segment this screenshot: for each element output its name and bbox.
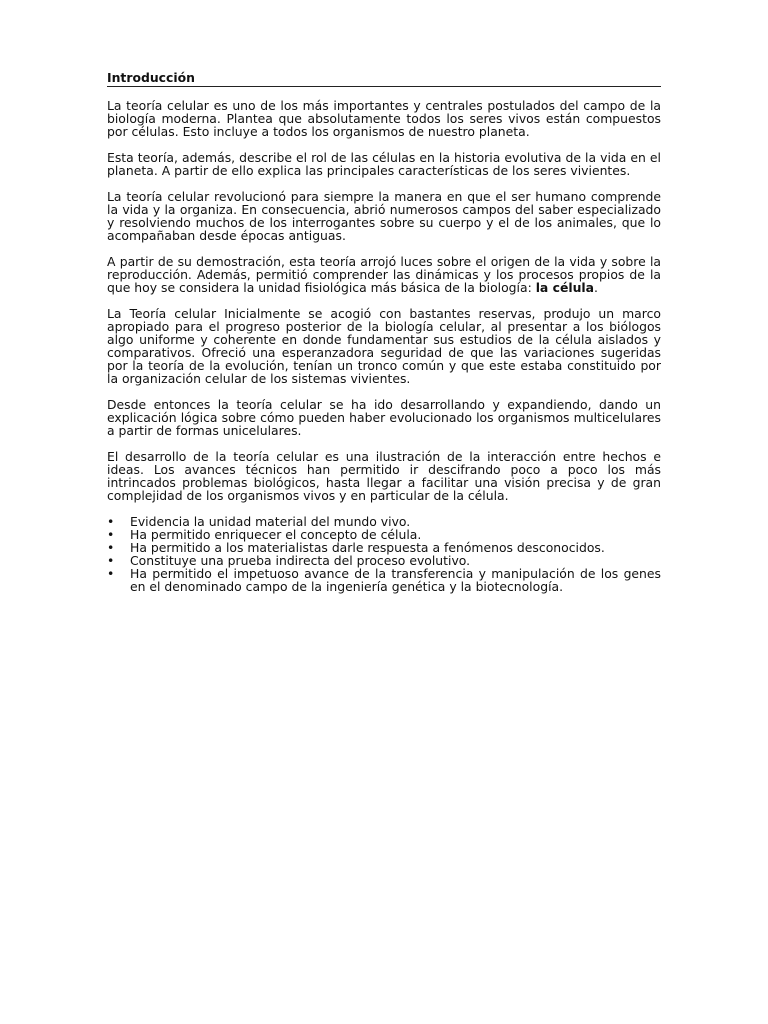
bullet-icon: • xyxy=(107,566,115,581)
paragraph-4-bold-term: la célula xyxy=(535,280,595,295)
paragraph-5: La Teoría celular Inicialmente se acogió con bastantes reservas, produjo un marco apropiado para el progreso posterior de la biología celular, al presentar a los biólogos algo uniforme y coherente en donde fundamentar sus estudios de la célula aislados y comparativos. Ofreció una esperanzadora seguridad de que las variaciones sugeridas por la teoría de la evolución, tenían un tronco común y que este estaba constituido por la organización celular de los sistemas vivientes. xyxy=(107,306,661,386)
list-item-text: Ha permitido el impetuoso avance de la transferencia y manipulación de los genes en el denominado campo de la ingeniería genética y la biotecnología. xyxy=(130,566,661,594)
bullet-list xyxy=(107,515,661,593)
bullet-icon: • xyxy=(107,540,115,555)
paragraph-6: Desde entonces la teoría celular se ha ido desarrollando y expandiendo, dando un explicación lógica sobre cómo pueden haber evolucionado los organismos multicelulares a partir de formas unicelulares. xyxy=(107,397,661,438)
list-item-text: Constituye una prueba indirecta del proceso evolutivo. xyxy=(130,553,471,568)
paragraph-4-text: A partir de su demostración, esta teoría arrojó luces sobre el origen de la vida y sobre la reproducción. Además, permitió comprender las dinámicas y los procesos propios de la que hoy se considera la unidad fisiológica más básica de la biología: xyxy=(107,254,661,295)
list-item xyxy=(107,567,661,593)
list-item-text: Ha permitido enriquecer el concepto de célula. xyxy=(130,527,422,542)
paragraph-7: El desarrollo de la teoría celular es una ilustración de la interacción entre hechos e ideas. Los avances técnicos han permitido ir descifrando poco a poco los más intrincados problemas biológicos, hasta llegar a facilitar una visión precisa y de gran complejidad de los organismos vivos y en particular de la célula. xyxy=(107,449,661,503)
paragraph-3: La teoría celular revolucionó para siempre la manera en que el ser humano comprende la vida y la organiza. En consecuencia, abrió numerosos campos del saber especializado y resolviendo muchos de los interrogantes sobre su cuerpo y el de los animales, que lo acompañaban desde épocas antiguas. xyxy=(107,189,661,243)
paragraph-4-end: . xyxy=(594,280,598,295)
bullet-icon: • xyxy=(107,514,115,529)
paragraph-2: Esta teoría, además, describe el rol de las células en la historia evolutiva de la vida en el planeta. A partir de ello explica las principales características de los seres vivientes. xyxy=(107,150,661,178)
list-item-text: Evidencia la unidad material del mundo vivo. xyxy=(130,514,411,529)
document-page xyxy=(107,70,661,593)
bullet-icon: • xyxy=(107,527,115,542)
bullet-icon: • xyxy=(107,553,115,568)
paragraph-4 xyxy=(107,255,661,294)
document-title: Introducción xyxy=(107,70,661,87)
paragraph-1: La teoría celular es uno de los más importantes y centrales postulados del campo de la biología moderna. Plantea que absolutamente todos los seres vivos están compuestos por células. Esto incluye a todos los organismos de nuestro planeta. xyxy=(107,98,661,139)
list-item-text: Ha permitido a los materialistas darle respuesta a fenómenos desconocidos. xyxy=(130,540,605,555)
